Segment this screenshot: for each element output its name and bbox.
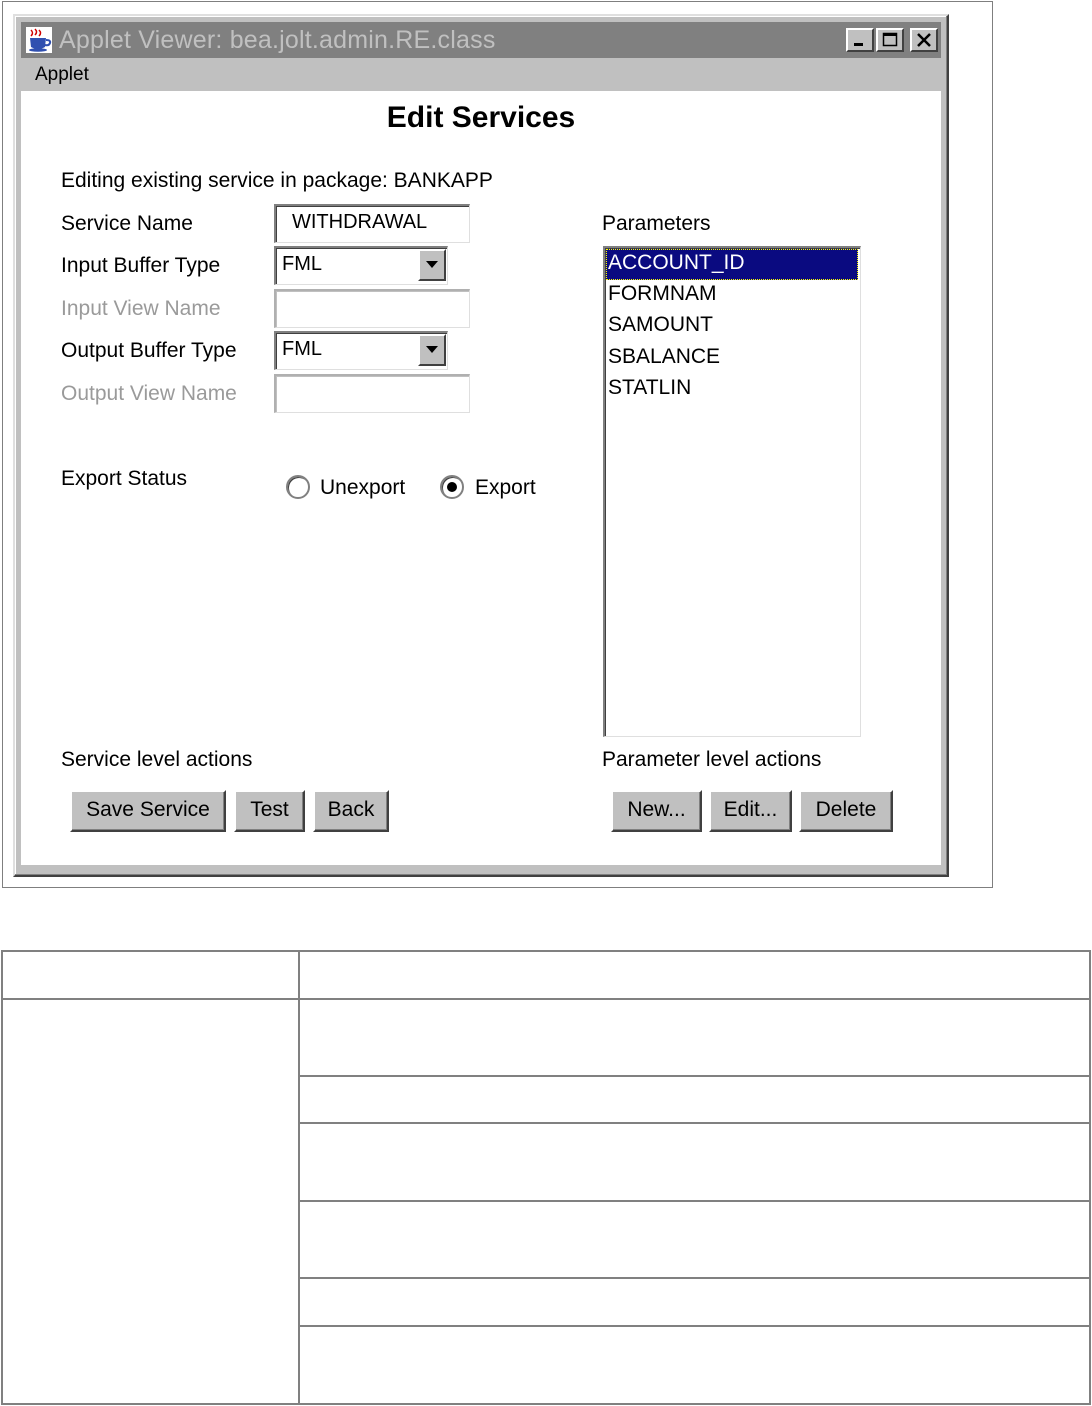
applet-viewer-window xyxy=(13,14,949,877)
edit-services-panel xyxy=(21,91,941,865)
service-name-label: Service Name xyxy=(61,212,193,235)
minimize-button[interactable] xyxy=(846,28,874,52)
parameter-item[interactable]: ACCOUNT_ID xyxy=(606,249,858,280)
chevron-down-icon xyxy=(426,346,438,354)
table-cell xyxy=(299,1326,1090,1404)
service-actions-label: Service level actions xyxy=(61,748,253,771)
table-cell xyxy=(2,999,299,1404)
output-buffer-type-select[interactable] xyxy=(274,331,448,370)
output-view-name-input[interactable] xyxy=(274,374,470,413)
close-button[interactable] xyxy=(910,28,938,52)
minimize-icon xyxy=(853,33,867,47)
delete-parameter-button[interactable]: Delete xyxy=(799,790,893,832)
table-cell xyxy=(299,1278,1090,1326)
close-icon xyxy=(916,32,932,48)
output-buffer-type-value: FML xyxy=(282,338,322,360)
title-bar[interactable] xyxy=(21,22,941,58)
page-title: Edit Services xyxy=(386,101,576,134)
window-title: Applet Viewer: bea.jolt.admin.RE.class xyxy=(59,26,496,54)
table-cell xyxy=(299,1123,1090,1201)
java-coffee-cup-icon xyxy=(26,27,52,53)
test-button[interactable]: Test xyxy=(234,790,305,832)
parameter-actions-label: Parameter level actions xyxy=(602,748,822,771)
menu-bar xyxy=(21,59,941,91)
new-parameter-button[interactable]: New... xyxy=(611,790,702,832)
output-buffer-type-dropdown-button[interactable] xyxy=(418,334,446,366)
input-view-name-label: Input View Name xyxy=(61,297,221,320)
description-table xyxy=(1,950,1091,1405)
menu-applet[interactable]: Applet xyxy=(35,64,89,85)
package-context-text: Editing existing service in package: BANKAPP xyxy=(61,169,493,192)
parameters-label: Parameters xyxy=(602,212,711,235)
maximize-button[interactable] xyxy=(876,28,904,52)
table-header-cell xyxy=(2,951,299,999)
input-buffer-type-value: FML xyxy=(282,253,322,275)
parameter-item[interactable]: SAMOUNT xyxy=(608,313,713,336)
parameter-item[interactable]: STATLIN xyxy=(608,376,692,399)
parameter-item[interactable]: FORMNAM xyxy=(608,282,717,305)
input-buffer-type-label: Input Buffer Type xyxy=(61,254,221,277)
radio-selected-dot xyxy=(447,482,457,492)
service-name-input[interactable]: WITHDRAWAL xyxy=(274,204,470,243)
save-service-button[interactable]: Save Service xyxy=(70,790,226,832)
output-buffer-type-label: Output Buffer Type xyxy=(61,339,237,362)
table-cell xyxy=(299,999,1090,1076)
maximize-icon xyxy=(882,32,898,48)
output-view-name-label: Output View Name xyxy=(61,382,237,405)
input-buffer-type-dropdown-button[interactable] xyxy=(418,249,446,281)
edit-parameter-button[interactable]: Edit... xyxy=(709,790,792,832)
export-radio[interactable] xyxy=(440,475,464,499)
unexport-radio-label[interactable]: Unexport xyxy=(320,476,406,499)
parameter-item[interactable]: SBALANCE xyxy=(608,345,721,368)
parameters-list[interactable] xyxy=(603,246,861,737)
input-view-name-input[interactable] xyxy=(274,289,470,328)
export-radio-label[interactable]: Export xyxy=(475,476,536,499)
input-buffer-type-select[interactable] xyxy=(274,246,448,285)
chevron-down-icon xyxy=(426,261,438,269)
table-header-cell xyxy=(299,951,1090,999)
unexport-radio[interactable] xyxy=(286,475,310,499)
back-button[interactable]: Back xyxy=(313,790,389,832)
table-cell xyxy=(299,1201,1090,1278)
export-status-label: Export Status xyxy=(61,467,188,490)
table-cell xyxy=(299,1076,1090,1123)
